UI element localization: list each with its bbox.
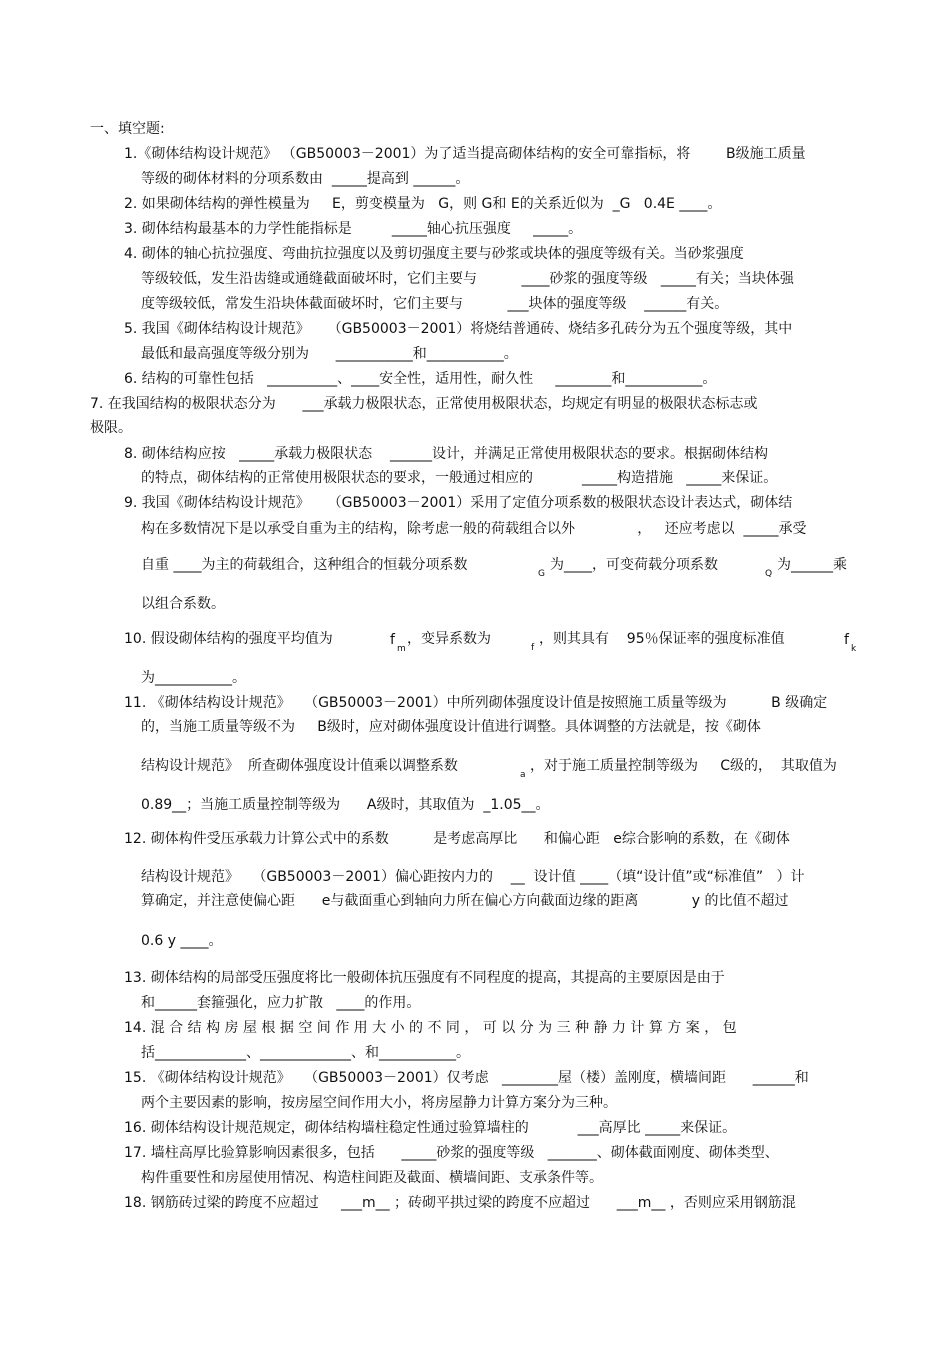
text-line: 15. 《砌体结构设计规范》 （GB50003－2001）仅考虑 ________屋（楼）盖刚度，横墙间距 ______和 xyxy=(124,1070,809,1086)
text-line: 7. 在我国结构的极限状态分为 ___承载力极限状态，正常使用极限状态，均规定有明显的极限状态标志或 xyxy=(90,396,758,412)
text-line: 以组合系数。 xyxy=(141,596,225,612)
text-line: 度等级较低，常发生沿块体截面破坏时，它们主要与 ___块体的强度等级 ______有关。 xyxy=(141,296,729,312)
text-line: 18. 钢筋砖过梁的跨度不应超过 ___m__ ；砖砌平拱过梁的跨度不应超过 ___m__ ，否则应采用钢筋混 xyxy=(124,1195,796,1211)
text-line: 4. 砌体的轴心抗拉强度、弯曲抗拉强度以及剪切强度主要与砂浆或块体的强度等级有关。当砂浆强度 xyxy=(124,246,744,262)
text-line: ，则其具有 95％保证率的强度标准值 xyxy=(539,631,785,647)
text-line: 为______乘 xyxy=(777,557,847,573)
text-line: 17. 墙柱高厚比验算影响因素很多，包括 _____砂浆的强度等级 _______、砌体截面刚度、砌体类型、 xyxy=(124,1145,779,1161)
text-line: 11. 《砌体结构设计规范》 （GB50003－2001）中所列砌体强度设计值是按照施工质量等级为 B 级确定 xyxy=(124,695,828,711)
text-line: 的特点，砌体结构的正常使用极限状态的要求，一般通过相应的 _____构造措施 _____来保证。 xyxy=(141,470,778,486)
text-line: 构在多数情况下是以承受自重为主的结构，除考虑一般的荷载组合以外 ， 还应考虑以 _____承受 xyxy=(141,521,807,537)
text-line: 0.89__；当施工质量控制等级为 A级时，其取值为 _1.05__。 xyxy=(141,797,550,813)
text-line: 8. 砌体结构应按 _____承载力极限状态 ______设计，并满足正常使用极限状态的要求。根据砌体结构 xyxy=(124,446,768,462)
fk-subscript: k xyxy=(851,644,857,654)
text-line: 为____，可变荷载分项系数 xyxy=(550,557,718,573)
text-line: 最低和最高强度等级分别为 ___________和___________。 xyxy=(141,346,518,362)
text-line: 2. 如果砌体结构的弹性模量为 E，剪变模量为 G，则 G和 E的关系近似为 _G 0.4E ____。 xyxy=(124,196,722,212)
text-line: 自重 ____为主的荷载组合，这种组合的恒载分项系数 xyxy=(141,557,468,573)
text-line: 10. 假设砌体结构的强度平均值为 xyxy=(124,631,333,647)
text-line: 12. 砌体构件受压承载力计算公式中的系数 是考虑高厚比 和偏心距 e综合影响的系数，在《砌体 xyxy=(124,831,790,847)
text-line: 3. 砌体结构最基本的力学性能指标是 _____轴心抗压强度 _____。 xyxy=(124,221,583,237)
text-line: 为___________。 xyxy=(141,670,246,686)
text-line: 算确定，并注意使偏心距 e与截面重心到轴向力所在偏心方向截面边缘的距离 y 的比值不超过 xyxy=(141,893,789,909)
text-line: 16. 砌体结构设计规范规定，砌体结构墙柱稳定性通过验算墙柱的 ___高厚比 _____来保证。 xyxy=(124,1120,737,1136)
text-line: 括_____________、_____________、和___________。 xyxy=(141,1045,470,1061)
delta-f-subscript: f xyxy=(531,643,535,653)
text-line: 14. 混 合 结 构 房 屋 根 据 空 间 作 用 大 小 的 不 同 ， 可 以 分 为 三 种 静 力 计 算 方 案 ， 包 xyxy=(124,1020,737,1036)
text-line: 结构设计规范》 所查砌体强度设计值乘以调整系数 xyxy=(141,758,458,774)
text-line: 两个主要因素的影响，按房屋空间作用大小，将房屋静力计算方案分为三种。 xyxy=(141,1095,617,1111)
text-line: ，变异系数为 xyxy=(407,631,491,647)
text-line: 结构设计规范》 （GB50003－2001）偏心距按内力的 __ 设计值 ____（填“设计值”或“标准值” ）计 xyxy=(141,869,805,885)
section-title: 一、填空题: xyxy=(90,121,165,137)
text-line: 等级较低，发生沿齿缝或通缝截面破坏时，它们主要与 ____砂浆的强度等级 _____有关；当块体强 xyxy=(141,271,794,287)
fk-symbol: f xyxy=(844,632,849,648)
text-line: 和______套箍强化，应力扩散 ____的作用。 xyxy=(141,995,421,1011)
text-line: 5. 我国《砌体结构设计规范》 （GB50003－2001）将烧结普通砖、烧结多孔砖分为五个强度等级，其中 xyxy=(124,321,793,337)
text-line: 极限。 xyxy=(90,420,132,436)
text-line: 1.《砌体结构设计规范》 （GB50003－2001）为了适当提高砌体结构的安全可靠指标，将 B级施工质量 xyxy=(124,146,806,162)
gamma-a-subscript: a xyxy=(520,770,526,780)
text-line: 13. 砌体结构的局部受压强度将比一般砌体抗压强度有不同程度的提高，其提高的主要原因是由于 xyxy=(124,970,725,986)
gamma-g-subscript: G xyxy=(538,569,545,579)
text-line: 等级的砌体材料的分项系数由 _____提高到 ______。 xyxy=(141,171,470,187)
text-line: ，对于施工质量控制等级为 C级的， 其取值为 xyxy=(530,758,837,774)
text-line: 的，当施工质量等级不为 B级时，应对砌体强度设计值进行调整。具体调整的方法就是，按《砌体 xyxy=(141,719,761,735)
gamma-q-subscript: Q xyxy=(765,569,773,579)
text-line: 0.6 y ____。 xyxy=(141,933,223,949)
fm-symbol: f xyxy=(390,632,395,648)
text-line: 6. 结构的可靠性包括 __________、____安全性，适用性，耐久性 ________和___________。 xyxy=(124,371,717,387)
fm-subscript: m xyxy=(397,644,406,654)
text-line: 构件重要性和房屋使用情况、构造柱间距及截面、横墙间距、支承条件等。 xyxy=(141,1170,603,1186)
text-line: 9. 我国《砌体结构设计规范》 （GB50003－2001）采用了定值分项系数的极限状态设计表达式，砌体结 xyxy=(124,495,793,511)
